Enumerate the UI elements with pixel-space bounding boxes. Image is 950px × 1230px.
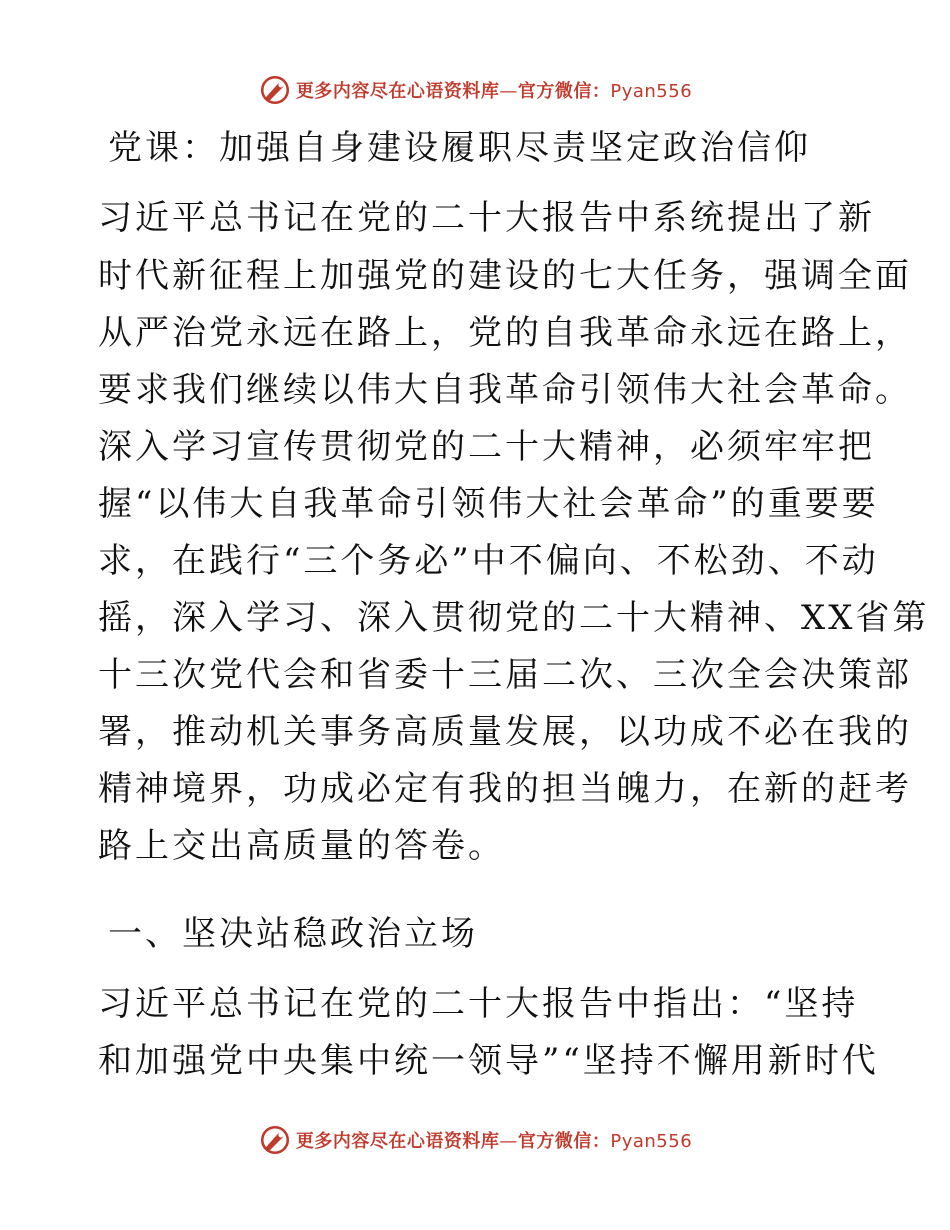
- paragraph-line: 精神境界，功成必定有我的担当魄力，在新的赶考: [98, 769, 912, 809]
- watermark-wechat-id: Pyan556: [610, 81, 693, 102]
- paragraph-line: 握“以伟大自我革命引领伟大社会革命”的重要要: [98, 484, 879, 524]
- document-title: 党课：加强自身建设履职尽责坚定政治信仰: [108, 128, 811, 168]
- watermark-text: 更多内容尽在心语资料库: [295, 81, 500, 102]
- watermark-official-label: 官方微信：: [517, 1131, 611, 1152]
- watermark-dash: —: [499, 1131, 518, 1152]
- watermark-wechat-id: Pyan556: [610, 1131, 693, 1152]
- watermark-banner-bottom: [0, 1122, 950, 1158]
- paragraph-line: 深入学习宣传贯彻党的二十大精神，必须牢牢把: [98, 427, 875, 467]
- paragraph-line: 时代新征程上加强党的建设的七大任务，强调全面: [98, 256, 912, 296]
- paragraph-line: 习近平总书记在党的二十大报告中系统提出了新: [98, 198, 875, 238]
- paragraph-line: 从严治党永远在路上，党的自我革命永远在路上，: [98, 313, 912, 353]
- paragraph-line: 路上交出高质量的答卷。: [98, 826, 505, 866]
- paragraph-line: 和加强党中央集中统一领导”“坚持不懈用新时代: [98, 1041, 879, 1081]
- paragraph-line: 署，推动机关事务高质量发展，以功成不必在我的: [98, 712, 912, 752]
- section-heading: 一、坚决站稳政治立场: [108, 914, 478, 954]
- paragraph-line: 求，在践行“三个务必”中不偏向、不松劲、不动: [98, 541, 879, 581]
- paragraph-line: 要求我们继续以伟大自我革命引领伟大社会革命。: [98, 370, 912, 410]
- watermark-dash: —: [499, 81, 518, 102]
- paragraph-line: 十三次党代会和省委十三届二次、三次全会决策部: [98, 655, 912, 695]
- watermark-text: 更多内容尽在心语资料库: [295, 1131, 500, 1152]
- watermark-official-label: 官方微信：: [517, 81, 611, 102]
- paragraph-line: 习近平总书记在党的二十大报告中指出：“坚持: [98, 984, 859, 1024]
- pen-nib-logo-icon: [258, 73, 292, 107]
- paragraph-line: 摇，深入学习、深入贯彻党的二十大精神、XX省第: [98, 598, 930, 638]
- watermark-banner-top: [0, 72, 950, 108]
- pen-nib-logo-icon: [258, 1123, 292, 1157]
